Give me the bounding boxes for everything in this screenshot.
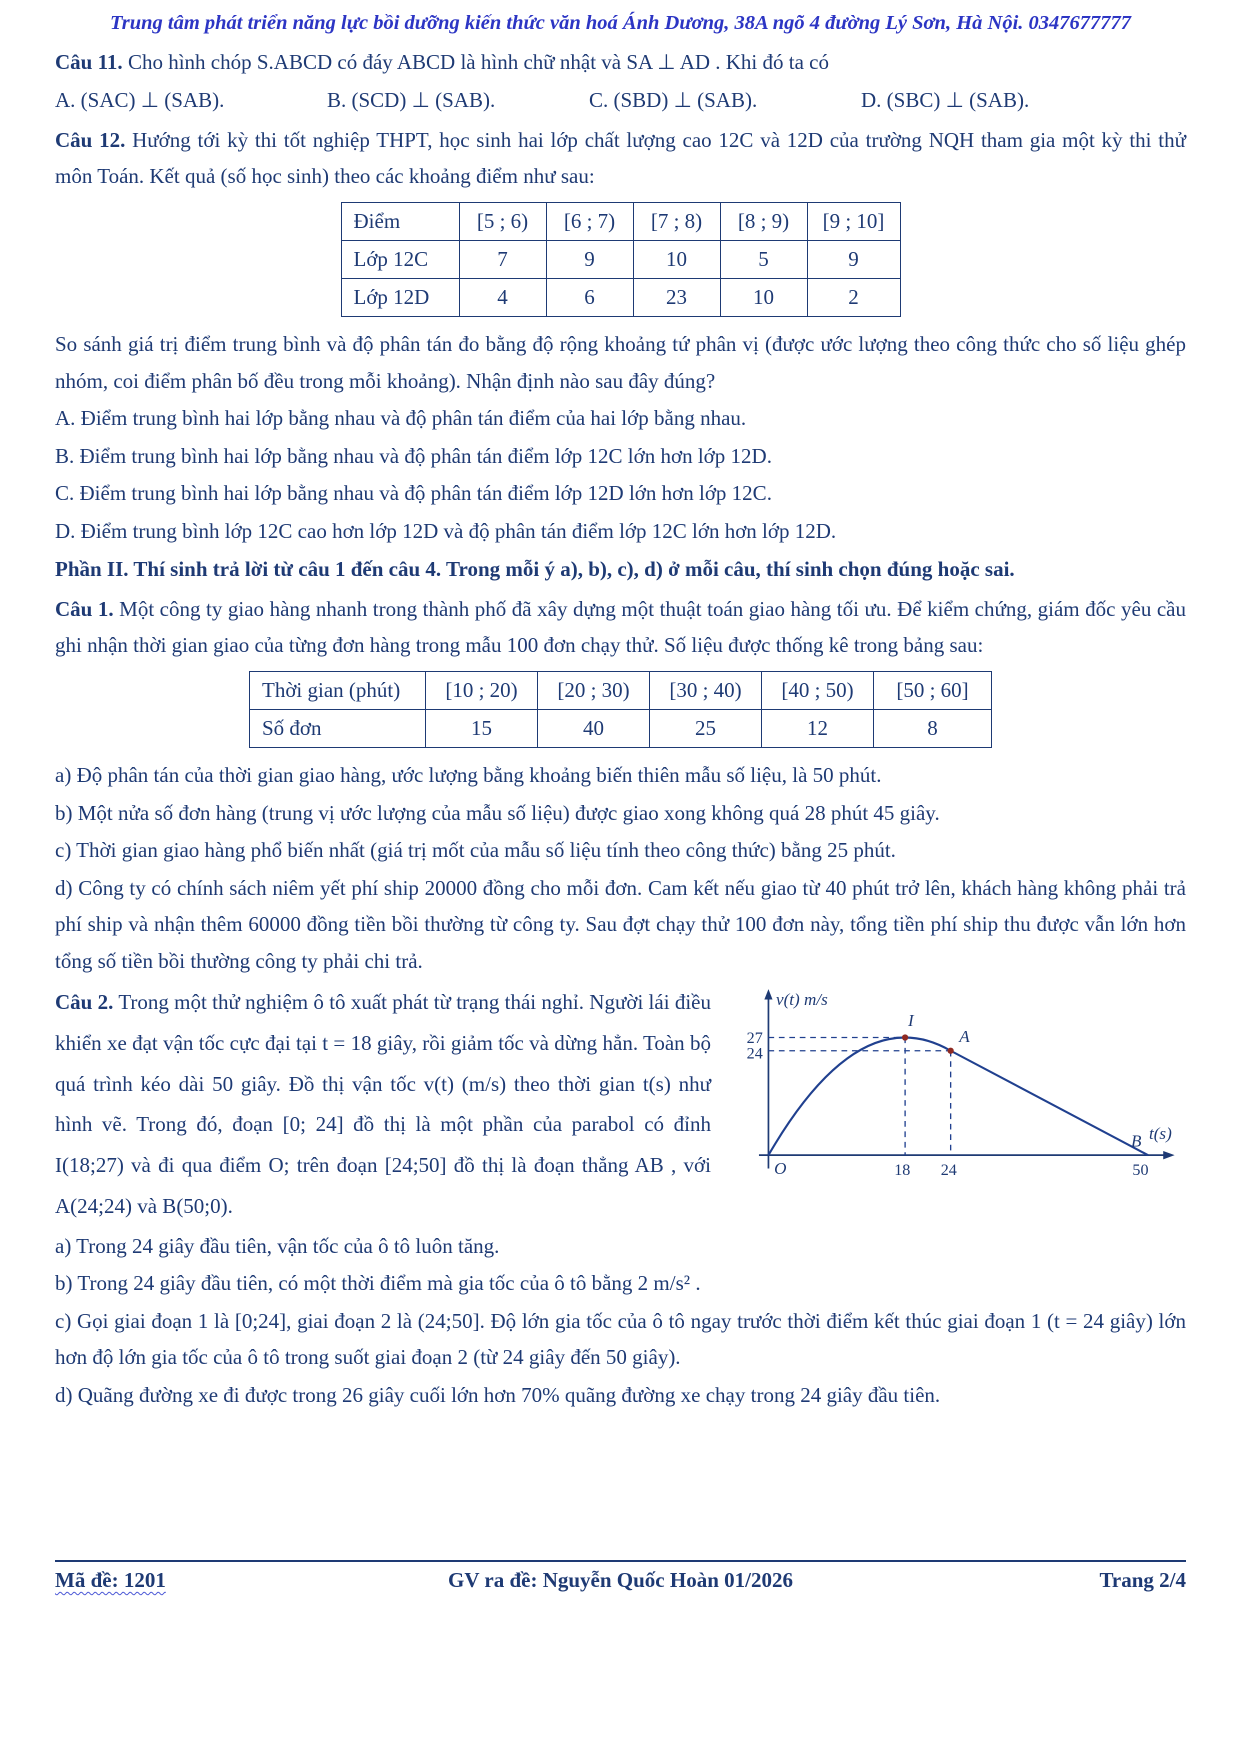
q11-option-b: B. (SCD) ⊥ (SAB). [327,87,496,112]
x-axis-label: t(s) [1148,1124,1172,1144]
table-cell: Lớp 12C [341,240,459,278]
document-header: Trung tâm phát triển năng lực bồi dưỡng kiến thức văn hoá Ánh Dương, 38A ngõ 4 đường Lý Sơn, Hà Nội. 0347677777 [109,12,1132,34]
table-cell: 12 [762,710,874,748]
p2q1-delivery-table [249,671,992,748]
q11-option-a: A. (SAC) ⊥ (SAB). [55,87,225,112]
table-cell: 40 [538,710,650,748]
q12-text: Hướng tới kỳ thi tốt nghiệp THPT, học sinh hai lớp chất lượng cao 12C và 12D của trường NQH tham gia một kỳ thi thử môn Toán. Kết quả (số học sinh) theo các khoảng điểm như sau: [55,127,1186,189]
q11-option-c: C. (SBD) ⊥ (SAB). [589,87,758,112]
q11-text: Cho hình chóp S.ABCD có đáy ABCD là hình chữ nhật và SA ⊥ AD . Khi đó ta có [127,50,829,74]
q11-label: Câu 11. [55,50,123,74]
table-cell: [8 ; 9) [720,202,807,240]
p2q2-text-column [55,982,721,1227]
part2-heading [55,551,1186,589]
table-cell: 7 [459,240,546,278]
q11-option-d: D. (SBC) ⊥ (SAB). [861,87,1030,112]
table-cell: [30 ; 40) [650,672,762,710]
q12-score-table [341,202,901,317]
q12-question: So sánh giá trị điểm trung bình và độ phân tán đo bằng độ rộng khoảng tứ phân vị (được ước lượng theo công thức cho số liệu ghép nhóm, coi điểm phân bố đều trong mỗi khoảng). Nhận định nào sau đây đúng? [55,331,1186,393]
table-cell: Số đơn [250,710,426,748]
p2q1-item-d: d) Công ty có chính sách niêm yết phí ship 20000 đồng cho mỗi đơn. Cam kết nếu giao từ 40 phút trở lên, khách hàng không phải trả phí ship và nhận thêm 60000 đồng tiền bồi thường từ công ty. Sau đợt chạy thử 100 đơn này, tổng tiền phí ship thu được vẫn lớn hơn tổng số tiền bồi thường công ty phải chi trả. [55,875,1186,973]
x-tick-50: 50 [1132,1162,1149,1180]
table-row [341,240,900,278]
table-cell: 10 [633,240,720,278]
q11-options-row [55,82,1186,119]
x-axis-arrow [1163,1151,1174,1159]
table-cell: [5 ; 6) [459,202,546,240]
table-cell: [9 ; 10] [807,202,900,240]
table-header-row [341,202,900,240]
table-cell: [40 ; 50) [762,672,874,710]
page-footer [55,1560,1186,1593]
table-cell: 2 [807,278,900,316]
y-tick-27: 27 [746,1030,763,1048]
p2q1-item-c: c) Thời gian giao hàng phổ biến nhất (giá trị mốt của mẫu số liệu tính theo công thức) bằng 25 phút. [55,838,896,863]
velocity-time-graph-svg [721,986,1186,1200]
p2q1-item-b: b) Một nửa số đơn hàng (trung vị ước lượng của mẫu số liệu) được giao xong không quá 28 phút 45 giây. [55,800,940,825]
x-tick-18: 18 [894,1162,911,1180]
table-cell: 8 [874,710,992,748]
footer-author: GV ra đề: Nguyễn Quốc Hoàn 01/2026 [448,1568,793,1592]
table-cell: 10 [720,278,807,316]
p2q2-block [55,982,1186,1227]
table-cell: Thời gian (phút) [250,672,426,710]
table-cell: 9 [546,240,633,278]
p2q2-text: Trong một thử nghiệm ô tô xuất phát từ trạng thái nghỉ. Người lái điều khiển xe đạt vận tốc cực đại tại t = 18 giây, rồi giảm tốc và dừng hẳn. Toàn bộ quá trình kéo dài 50 giây. Đồ thị vận tốc v(t) (m/s) theo thời gian t(s) như hình vẽ. Trong đó, đoạn [0; 24] đồ thị là một phần của parabol có đỉnh I(18;27) và đi qua điểm O; trên đoạn [24;50] đồ thị là đoạn thẳng AB , với A(24;24) và B(50;0). [55,990,711,1218]
table-cell: 5 [720,240,807,278]
table-cell: [20 ; 30) [538,672,650,710]
q12-stem [55,122,1186,195]
p2q2-item-d: d) Quãng đường xe đi được trong 26 giây cuối lớn hơn 70% quãng đường xe chạy trong 24 giây đầu tiên. [55,1382,941,1407]
table-cell: 6 [546,278,633,316]
table-row [341,278,900,316]
table-cell: [10 ; 20) [426,672,538,710]
p2q1-stem [55,591,1186,664]
q12-label: Câu 12. [55,127,126,152]
table-cell: 15 [426,710,538,748]
point-I-label: I [907,1011,914,1031]
p2q2-item-c: c) Gọi giai đoạn 1 là [0;24], giai đoạn 2 là (24;50]. Độ lớn gia tốc của ô tô ngay trước thời điểm kết thúc giai đoạn 1 (t = 24 giây) lớn hơn độ lớn gia tốc của ô tô trong suốt giai đoạn 2 (từ 24 giây đến 50 giây). [55,1308,1186,1370]
origin-label: O [774,1159,787,1179]
table-cell: [50 ; 60] [874,672,992,710]
y-tick-24: 24 [746,1045,763,1063]
p2q2-label: Câu 2. [55,990,114,1015]
p2q1-text: Một công ty giao hàng nhanh trong thành phố đã xây dựng một thuật toán giao hàng tối ưu. Để kiểm chứng, giám đốc yêu cầu ghi nhận thời gian giao của từng đơn hàng trong mẫu 100 đơn chạy thử. Số liệu được thống kê trong bảng sau: [55,596,1186,658]
table-cell: Lớp 12D [341,278,459,316]
y-axis-label: v(t) m/s [776,990,828,1010]
p2q1-label: Câu 1. [55,596,114,621]
p2q2-item-b: b) Trong 24 giây đầu tiên, có một thời điểm mà gia tốc của ô tô bằng 2 m/s² . [55,1271,701,1296]
q11-stem [55,44,1186,81]
point-B-label: B [1130,1131,1142,1151]
point-A-dot [948,1048,954,1054]
q12-option-a: A. Điểm trung bình hai lớp bằng nhau và độ phân tán điểm của hai lớp bằng nhau. [55,406,747,431]
table-cell: 23 [633,278,720,316]
q12-option-b: B. Điểm trung bình hai lớp bằng nhau và độ phân tán điểm lớp 12C lớn hơn lớp 12D. [55,443,772,468]
p2q2-item-a: a) Trong 24 giây đầu tiên, vận tốc của ô tô luôn tăng. [55,1233,500,1258]
table-cell: Điểm [341,202,459,240]
table-cell: 9 [807,240,900,278]
table-cell: [7 ; 8) [633,202,720,240]
p2q1-item-a: a) Độ phân tán của thời gian giao hàng, ước lượng bằng khoảng biến thiên mẫu số liệu, là 50 phút. [55,763,882,788]
table-cell: [6 ; 7) [546,202,633,240]
velocity-curve [768,1038,1148,1156]
x-tick-24: 24 [940,1162,957,1180]
velocity-time-graph [721,982,1186,1205]
y-axis-arrow [764,989,772,999]
table-cell: 4 [459,278,546,316]
p2q2-stem [55,982,711,1226]
point-I-dot [902,1035,908,1041]
q12-option-d: D. Điểm trung bình lớp 12C cao hơn lớp 12D và độ phân tán điểm lớp 12C lớn hơn lớp 12D. [55,518,837,543]
footer-exam-code: Mã đề: 1201 [55,1568,166,1592]
q12-option-c: C. Điểm trung bình hai lớp bằng nhau và độ phân tán điểm lớp 12D lớn hơn lớp 12C. [55,481,772,506]
point-A-label: A [959,1027,970,1047]
table-cell: 25 [650,710,762,748]
part2-label: Phần II. [55,557,129,582]
table-header-row [250,672,992,710]
part2-text: Thí sinh trả lời từ câu 1 đến câu 4. Trong mỗi ý a), b), c), d) ở mỗi câu, thí sinh chọn đúng hoặc sai. [133,557,1015,582]
table-row [250,710,992,748]
footer-page-number: Trang 2/4 [1099,1568,1186,1592]
